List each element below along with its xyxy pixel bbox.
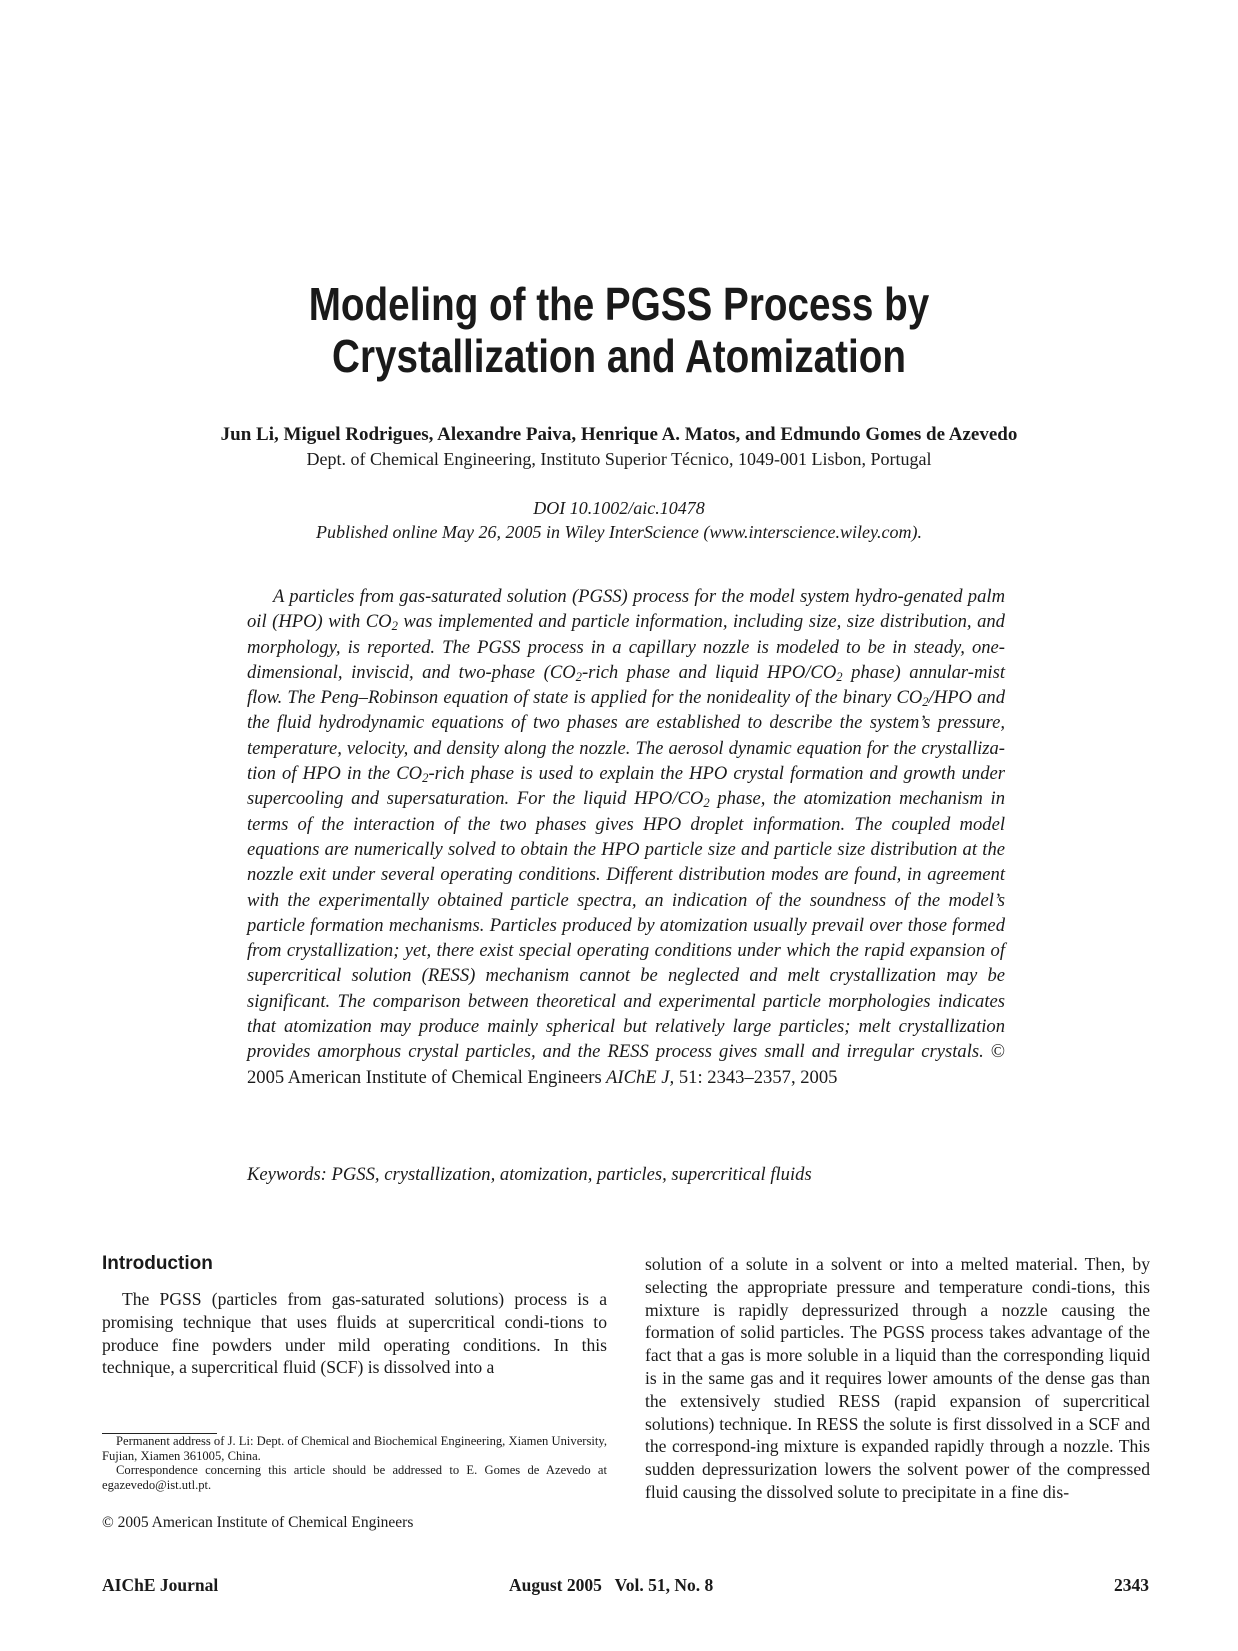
left-column-text: [102, 1288, 607, 1379]
copyright-notice: © 2005 American Institute of Chemical Engineers: [102, 1514, 414, 1531]
article-title: [99, 278, 1139, 382]
abstract-text: -rich phase is used to explain the HPO crystal formation and growth under supercooling and supersaturation. For the liquid HPO/CO: [247, 763, 1006, 810]
footer-page-number: 2343: [1114, 1575, 1149, 1595]
footer-journal: AIChE Journal: [102, 1575, 219, 1595]
footnote-correspondence: Correspondence concerning this article should be addressed to E. Gomes de Azevedo at egazevedo@ist.utl.pt.: [102, 1463, 607, 1492]
abstract-text: -rich phase and liquid HPO/CO: [581, 661, 837, 683]
subscript: 2: [836, 670, 843, 685]
abstract-text: /HPO and the fluid hydrodynamic equations of two phases are established to describe the system’s pressure, temperature, velocity, and density along the nozzle. The aerosol dynamic equation for the crystalliza-tion of HPO in the CO: [247, 687, 1005, 785]
publication-info: Published online May 26, 2005 in Wiley InterScience (www.interscience.wiley.com).: [315, 522, 922, 542]
section-heading-introduction: Introduction: [102, 1253, 213, 1274]
journal-abbrev: AIChE J,: [606, 1066, 675, 1088]
author-list: Jun Li, Miguel Rodrigues, Alexandre Paiva, Henrique A. Matos, and Edmundo Gomes de Azevedo: [220, 424, 1018, 445]
abstract-text: phase, the atomization mechanism in terms of the interaction of the two phases gives HPO droplet information. The coupled model equations are numerically solved to obtain the HPO particle size and particle size distribution at the nozzle exit under several operating conditions. Different distribution modes are found, in agreement with the experimentally obtained particle spectra, an indication of the soundness of the model’s particle formation mechanisms. Particles produced by atomization usually prevail over those formed from crystallization; yet, there exist special operating conditions under which the rapid expansion of supercritical solution (RESS) mechanism cannot be neglected and melt crystallization may be significant. The comparison between theoretical and experimental particle morphologies indicates that atomization may produce mainly spherical but relatively large particles; melt crystallization provides amorphous crystal particles, and the RESS process gives small and irregular crystals.: [247, 788, 1005, 1063]
right-column-text: solution of a solute in a solvent or into a melted material. Then, by selecting the appropriate pressure and temperature condi-tions, this mixture is rapidly depressurized through a nozzle causing the formation of solid particles. The PGSS process takes advantage of the fact that a gas is more soluble in a liquid than the corresponding liquid is in the same gas and it requires lower amounts of the dense gas than the extensively studied RESS (rapid expansion of supercritical solutions) technique. In RESS the solute is first dissolved in a SCF and the correspond-ing mixture is expanded rapidly through a nozzle. This sudden depressurization lowers the solvent power of the compressed fluid causing the dissolved solute to precipitate in a fine dis-: [645, 1254, 1150, 1502]
keywords: Keywords: PGSS, crystallization, atomization, particles, supercritical fluids: [247, 1164, 812, 1185]
footnotes: [102, 1434, 607, 1492]
citation: 51: 2343–2357, 2005: [678, 1066, 838, 1088]
subscript: 2: [391, 619, 398, 634]
title-line-1: Modeling of the PGSS Process by: [308, 278, 930, 330]
footnote-address: Permanent address of J. Li: Dept. of Chemical and Biochemical Engineering, Xiamen University, Fujian, Xiamen 361005, China.: [102, 1434, 607, 1463]
subscript: 2: [575, 670, 582, 685]
abstract-text: A particles from gas-saturated solution (PGSS) process for the model system hydro-genated palm oil (HPO) with CO: [247, 586, 1005, 633]
footer-issue: August 2005 Vol. 51, No. 8: [509, 1575, 714, 1595]
subscript: 2: [703, 796, 710, 811]
subscript: 2: [922, 695, 929, 710]
intro-paragraph-left: The PGSS (particles from gas-saturated solutions) process is a promising technique that uses fluids at supercritical condi-tions to produce fine powders under mild operating conditions. In this technique, a supercritical fluid (SCF) is dissolved into a: [102, 1289, 607, 1378]
title-line-2: Crystallization and Atomization: [332, 330, 906, 382]
subscript: 2: [422, 771, 429, 786]
abstract-text: phase) annular-mist flow. The Peng–Robinson equation of state is applied for the nonideality of the binary CO: [247, 661, 1005, 709]
abstract-copyright: © 2005 American Institute of Chemical Engineers: [247, 1041, 1005, 1088]
doi: DOI 10.1002/aic.10478: [533, 498, 705, 518]
abstract-text: was implemented and particle information, including size, size distribution, and morphology, is reported. The PGSS process in a capillary nozzle is modeled to be in steady, one-dimensional, inviscid, and two-phase (CO: [247, 611, 1005, 683]
abstract: [247, 584, 1005, 1090]
affiliation: Dept. of Chemical Engineering, Instituto Superior Técnico, 1049-001 Lisbon, Portugal: [306, 449, 932, 469]
